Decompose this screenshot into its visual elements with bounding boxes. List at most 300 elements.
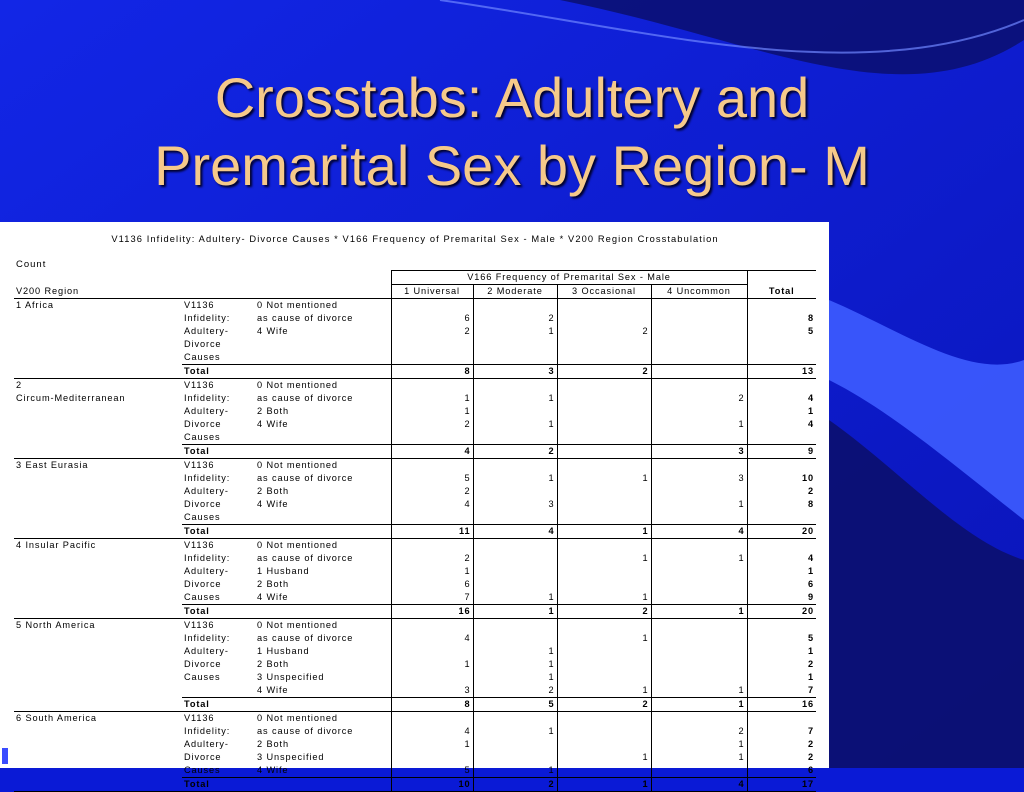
cell-value [747, 299, 816, 313]
cell-value: 3 [651, 472, 747, 485]
variable-label: Adultery- [184, 326, 229, 336]
category-label: as cause of divorce [257, 393, 354, 403]
total-value: 11 [391, 525, 473, 539]
cell-value: 2 [747, 485, 816, 498]
category-label [255, 511, 391, 525]
region-label [14, 511, 182, 525]
variable-label: V1136 [184, 300, 215, 310]
total-value: 2 [557, 605, 651, 619]
table-row [14, 539, 816, 553]
cell-value: 5 [747, 632, 816, 645]
total-label: Total [182, 778, 255, 792]
category-label: 1 Husband [257, 566, 310, 576]
cell-value [747, 459, 816, 473]
variable-label: V1136 [184, 460, 215, 470]
cell-value: 2 [391, 418, 473, 431]
category-label: 2 Both [257, 579, 289, 589]
cell-value: 2 [391, 552, 473, 565]
cell-value: 1 [651, 738, 747, 751]
table-row [14, 498, 816, 511]
table-row [14, 351, 816, 365]
cell-value: 7 [391, 591, 473, 605]
cell-value [651, 351, 747, 365]
variable-label: Adultery- [184, 646, 229, 656]
cell-value: 4 [747, 418, 816, 431]
region-label [14, 671, 182, 684]
category-label: as cause of divorce [257, 553, 354, 563]
cell-value: 1 [747, 405, 816, 418]
count-label: Count [16, 259, 47, 270]
region-label [14, 498, 182, 511]
table-row [14, 459, 816, 473]
table-row [14, 751, 816, 764]
cell-value [651, 764, 747, 778]
cell-value [391, 645, 473, 658]
category-label: 3 Unspecified [257, 752, 325, 762]
total-value: 9 [747, 445, 816, 459]
region-label: Circum-Mediterranean [16, 393, 126, 403]
cell-value: 7 [747, 725, 816, 738]
cell-value: 9 [747, 591, 816, 605]
cell-value: 1 [391, 392, 473, 405]
cell-value: 1 [473, 645, 557, 658]
total-label: Total [182, 525, 255, 539]
region-label: 1 Africa [16, 300, 54, 310]
cell-value: 3 [473, 498, 557, 511]
cell-value: 1 [473, 418, 557, 431]
cell-value [557, 405, 651, 418]
cell-value: 2 [747, 738, 816, 751]
region-label [14, 591, 182, 605]
region-label [14, 365, 182, 379]
total-label: Total [182, 698, 255, 712]
category-label: 2 Both [257, 406, 289, 416]
total-spacer [255, 605, 391, 619]
group-total-row [14, 445, 816, 459]
region-label [14, 658, 182, 671]
variable-label: Infidelity: [184, 473, 231, 483]
category-label: 4 Wife [257, 685, 289, 695]
cell-value [473, 379, 557, 393]
table-row [14, 552, 816, 565]
cell-value: 1 [651, 418, 747, 431]
cell-value [557, 431, 651, 445]
cell-value: 1 [747, 565, 816, 578]
cell-value [473, 632, 557, 645]
cell-value [391, 671, 473, 684]
variable-label: Divorce [184, 659, 222, 669]
cell-value: 10 [747, 472, 816, 485]
total-label: Total [182, 445, 255, 459]
cell-value [391, 351, 473, 365]
variable-label: Infidelity: [184, 633, 231, 643]
total-value: 2 [557, 698, 651, 712]
variable-label: Divorce [184, 499, 222, 509]
category-label: as cause of divorce [257, 473, 354, 483]
cell-value: 2 [473, 684, 557, 698]
cell-value [747, 539, 816, 553]
total-label: Total [182, 365, 255, 379]
slide-title [0, 64, 1024, 200]
cell-value: 1 [557, 751, 651, 764]
cell-value [651, 658, 747, 671]
cell-value [651, 539, 747, 553]
column-group-header: V166 Frequency of Premarital Sex - Male [391, 271, 747, 285]
variable-label: Adultery- [184, 566, 229, 576]
cell-value: 2 [651, 725, 747, 738]
cell-value [391, 619, 473, 633]
cell-value [557, 658, 651, 671]
cell-value [557, 338, 651, 351]
region-label [14, 684, 182, 698]
cell-value [473, 539, 557, 553]
cell-value: 1 [747, 671, 816, 684]
cell-value: 1 [473, 392, 557, 405]
variable-label [182, 684, 255, 698]
category-label: 4 Wife [257, 765, 289, 775]
cell-value: 6 [747, 578, 816, 591]
cell-value [651, 671, 747, 684]
variable-label: V1136 [184, 713, 215, 723]
total-value: 1 [651, 605, 747, 619]
table-row [14, 379, 816, 393]
cell-value [391, 431, 473, 445]
region-label [14, 552, 182, 565]
cell-value [557, 764, 651, 778]
cell-value [557, 392, 651, 405]
variable-label: Divorce [184, 752, 222, 762]
table-row [14, 338, 816, 351]
cell-value [651, 591, 747, 605]
total-value [557, 445, 651, 459]
cell-value: 1 [651, 684, 747, 698]
cell-value: 4 [391, 498, 473, 511]
cell-value [651, 619, 747, 633]
variable-label: Divorce [184, 579, 222, 589]
title-line-2: Premarital Sex by Region- M [154, 134, 870, 197]
cell-value [651, 379, 747, 393]
cell-value: 1 [651, 552, 747, 565]
region-label [14, 351, 182, 365]
category-label: 4 Wife [257, 419, 289, 429]
cell-value [557, 565, 651, 578]
table-row [14, 565, 816, 578]
cell-value [747, 338, 816, 351]
table-row [14, 725, 816, 738]
region-label [14, 445, 182, 459]
region-label: 4 Insular Pacific [16, 540, 97, 550]
cell-value: 3 [391, 684, 473, 698]
table-row [14, 591, 816, 605]
region-label [14, 605, 182, 619]
total-value: 2 [473, 778, 557, 792]
title-line-1: Crosstabs: Adultery and [214, 66, 810, 129]
region-label [14, 485, 182, 498]
cell-value: 4 [747, 552, 816, 565]
variable-label: Divorce [184, 419, 222, 429]
cell-value [557, 738, 651, 751]
table-row [14, 472, 816, 485]
cell-value [557, 351, 651, 365]
variable-label: V1136 [184, 380, 215, 390]
region-label [14, 431, 182, 445]
group-total-row [14, 605, 816, 619]
cell-value: 1 [557, 684, 651, 698]
category-label: as cause of divorce [257, 313, 354, 323]
region-label [14, 764, 182, 778]
region-label [14, 325, 182, 338]
region-label: 3 East Eurasia [16, 460, 89, 470]
region-label [14, 725, 182, 738]
cell-value [557, 539, 651, 553]
cell-value [473, 565, 557, 578]
table-row [14, 632, 816, 645]
cell-value [557, 459, 651, 473]
cell-value [473, 552, 557, 565]
cell-value [557, 498, 651, 511]
category-label: 0 Not mentioned [257, 540, 338, 550]
table-row [14, 392, 816, 405]
cell-value: 1 [473, 764, 557, 778]
total-value: 4 [473, 525, 557, 539]
total-value: 17 [747, 778, 816, 792]
cell-value: 1 [473, 591, 557, 605]
category-label [255, 351, 391, 365]
total-value: 13 [747, 365, 816, 379]
total-value [651, 365, 747, 379]
cell-value [651, 485, 747, 498]
group-total-row [14, 365, 816, 379]
total-value: 8 [391, 365, 473, 379]
category-label: 2 Both [257, 739, 289, 749]
region-label [14, 405, 182, 418]
variable-label: Infidelity: [184, 393, 231, 403]
cell-value [473, 405, 557, 418]
table-row [14, 658, 816, 671]
cell-value [651, 338, 747, 351]
cell-value: 1 [557, 472, 651, 485]
cell-value: 4 [747, 392, 816, 405]
total-spacer [255, 698, 391, 712]
cell-value [651, 431, 747, 445]
region-label [14, 632, 182, 645]
total-spacer [255, 365, 391, 379]
cell-value: 1 [747, 645, 816, 658]
cell-value: 1 [651, 751, 747, 764]
cell-value [557, 645, 651, 658]
variable-label: Infidelity: [184, 726, 231, 736]
cell-value [391, 379, 473, 393]
variable-label: Causes [184, 672, 221, 682]
cell-value [473, 619, 557, 633]
cell-value [391, 751, 473, 764]
variable-label: Causes [184, 592, 221, 602]
cell-value: 1 [391, 405, 473, 418]
total-value: 1 [557, 778, 651, 792]
cell-value: 1 [473, 472, 557, 485]
cell-value: 7 [747, 684, 816, 698]
cell-value: 8 [747, 312, 816, 325]
cell-value [747, 351, 816, 365]
total-spacer [255, 525, 391, 539]
category-label: 2 Both [257, 659, 289, 669]
cell-value: 1 [391, 738, 473, 751]
region-label [14, 738, 182, 751]
cell-value [651, 645, 747, 658]
category-label [255, 338, 391, 351]
cell-value [473, 578, 557, 591]
table-row [14, 325, 816, 338]
cell-value [473, 751, 557, 764]
variable-label: Causes [184, 352, 221, 362]
total-value: 2 [557, 365, 651, 379]
variable-label: V1136 [184, 540, 215, 550]
variable-label: Causes [184, 512, 221, 522]
cell-value: 1 [473, 658, 557, 671]
region-label [14, 698, 182, 712]
table-row [14, 738, 816, 751]
group-total-row [14, 525, 816, 539]
cell-value [473, 299, 557, 313]
total-spacer [255, 445, 391, 459]
category-label: 4 Wife [257, 592, 289, 602]
header-empty-total [747, 271, 816, 285]
cell-value [557, 712, 651, 726]
cell-value [747, 431, 816, 445]
cell-value [651, 632, 747, 645]
total-value: 3 [651, 445, 747, 459]
cell-value [391, 511, 473, 525]
cell-value: 2 [557, 325, 651, 338]
variable-label: Infidelity: [184, 553, 231, 563]
cell-value [557, 511, 651, 525]
cell-value: 8 [747, 498, 816, 511]
category-label [255, 431, 391, 445]
category-label: as cause of divorce [257, 726, 354, 736]
cell-value: 1 [557, 632, 651, 645]
total-value: 2 [473, 445, 557, 459]
region-label: 6 South America [16, 713, 97, 723]
cell-value [557, 485, 651, 498]
cell-value: 2 [747, 658, 816, 671]
cell-value [557, 418, 651, 431]
table-row [14, 299, 816, 313]
cell-value [391, 712, 473, 726]
region-label [14, 645, 182, 658]
table-row [14, 619, 816, 633]
category-label: 0 Not mentioned [257, 620, 338, 630]
total-label: Total [182, 605, 255, 619]
category-label: as cause of divorce [257, 633, 354, 643]
column-header: 2 Moderate [473, 285, 557, 299]
cell-value [651, 511, 747, 525]
cell-value [391, 539, 473, 553]
cell-value: 5 [391, 472, 473, 485]
cell-value [557, 299, 651, 313]
column-header: 1 Universal [391, 285, 473, 299]
cell-value [473, 459, 557, 473]
header-empty [14, 271, 391, 285]
category-label: 0 Not mentioned [257, 300, 338, 310]
table-row [14, 578, 816, 591]
cell-value [473, 431, 557, 445]
cell-value [391, 459, 473, 473]
cell-value: 1 [473, 325, 557, 338]
slide-edge-marker [2, 748, 8, 764]
total-value: 8 [391, 698, 473, 712]
cell-value [651, 712, 747, 726]
table-row [14, 764, 816, 778]
region-label [14, 472, 182, 485]
cell-value: 2 [391, 485, 473, 498]
table-row [14, 418, 816, 431]
cell-value [651, 565, 747, 578]
total-value: 10 [391, 778, 473, 792]
category-label: 3 Unspecified [257, 672, 325, 682]
cell-value [391, 338, 473, 351]
cell-value: 6 [747, 764, 816, 778]
total-value: 16 [747, 698, 816, 712]
table-row [14, 684, 816, 698]
category-label: 0 Not mentioned [257, 460, 338, 470]
total-spacer [255, 778, 391, 792]
column-header: 4 Uncommon [651, 285, 747, 299]
crosstab-caption: V1136 Infidelity: Adultery- Divorce Causes * V166 Frequency of Premarital Sex - Male * V200 Region Crosstabulation [111, 234, 719, 244]
cell-value: 1 [473, 725, 557, 738]
cell-value [557, 725, 651, 738]
cell-value [651, 459, 747, 473]
region-label [14, 778, 182, 792]
category-label: 0 Not mentioned [257, 713, 338, 723]
cell-value: 5 [747, 325, 816, 338]
region-label [14, 565, 182, 578]
region-label [14, 418, 182, 431]
variable-label: Adultery- [184, 739, 229, 749]
cell-value [473, 485, 557, 498]
cell-value: 4 [391, 725, 473, 738]
cell-value: 6 [391, 578, 473, 591]
total-value: 16 [391, 605, 473, 619]
table-row [14, 645, 816, 658]
category-label: 2 Both [257, 486, 289, 496]
table-row [14, 485, 816, 498]
row-header: V200 Region [14, 285, 391, 299]
cell-value [651, 578, 747, 591]
variable-label: Infidelity: [184, 313, 231, 323]
group-total-row [14, 778, 816, 792]
region-label: 2 [16, 380, 23, 390]
column-header: Total [747, 285, 816, 299]
cell-value: 4 [391, 632, 473, 645]
total-value: 20 [747, 525, 816, 539]
cell-value [391, 299, 473, 313]
cell-value [473, 351, 557, 365]
spss-output [14, 222, 816, 792]
cell-value: 6 [391, 312, 473, 325]
cell-value [473, 738, 557, 751]
cell-value [651, 405, 747, 418]
cell-value: 1 [557, 591, 651, 605]
cell-value: 1 [557, 552, 651, 565]
cell-value [557, 379, 651, 393]
group-total-row [14, 698, 816, 712]
region-label [14, 578, 182, 591]
region-label [14, 312, 182, 325]
cell-value [651, 312, 747, 325]
category-label: 4 Wife [257, 499, 289, 509]
category-label: 4 Wife [257, 326, 289, 336]
cell-value [473, 338, 557, 351]
